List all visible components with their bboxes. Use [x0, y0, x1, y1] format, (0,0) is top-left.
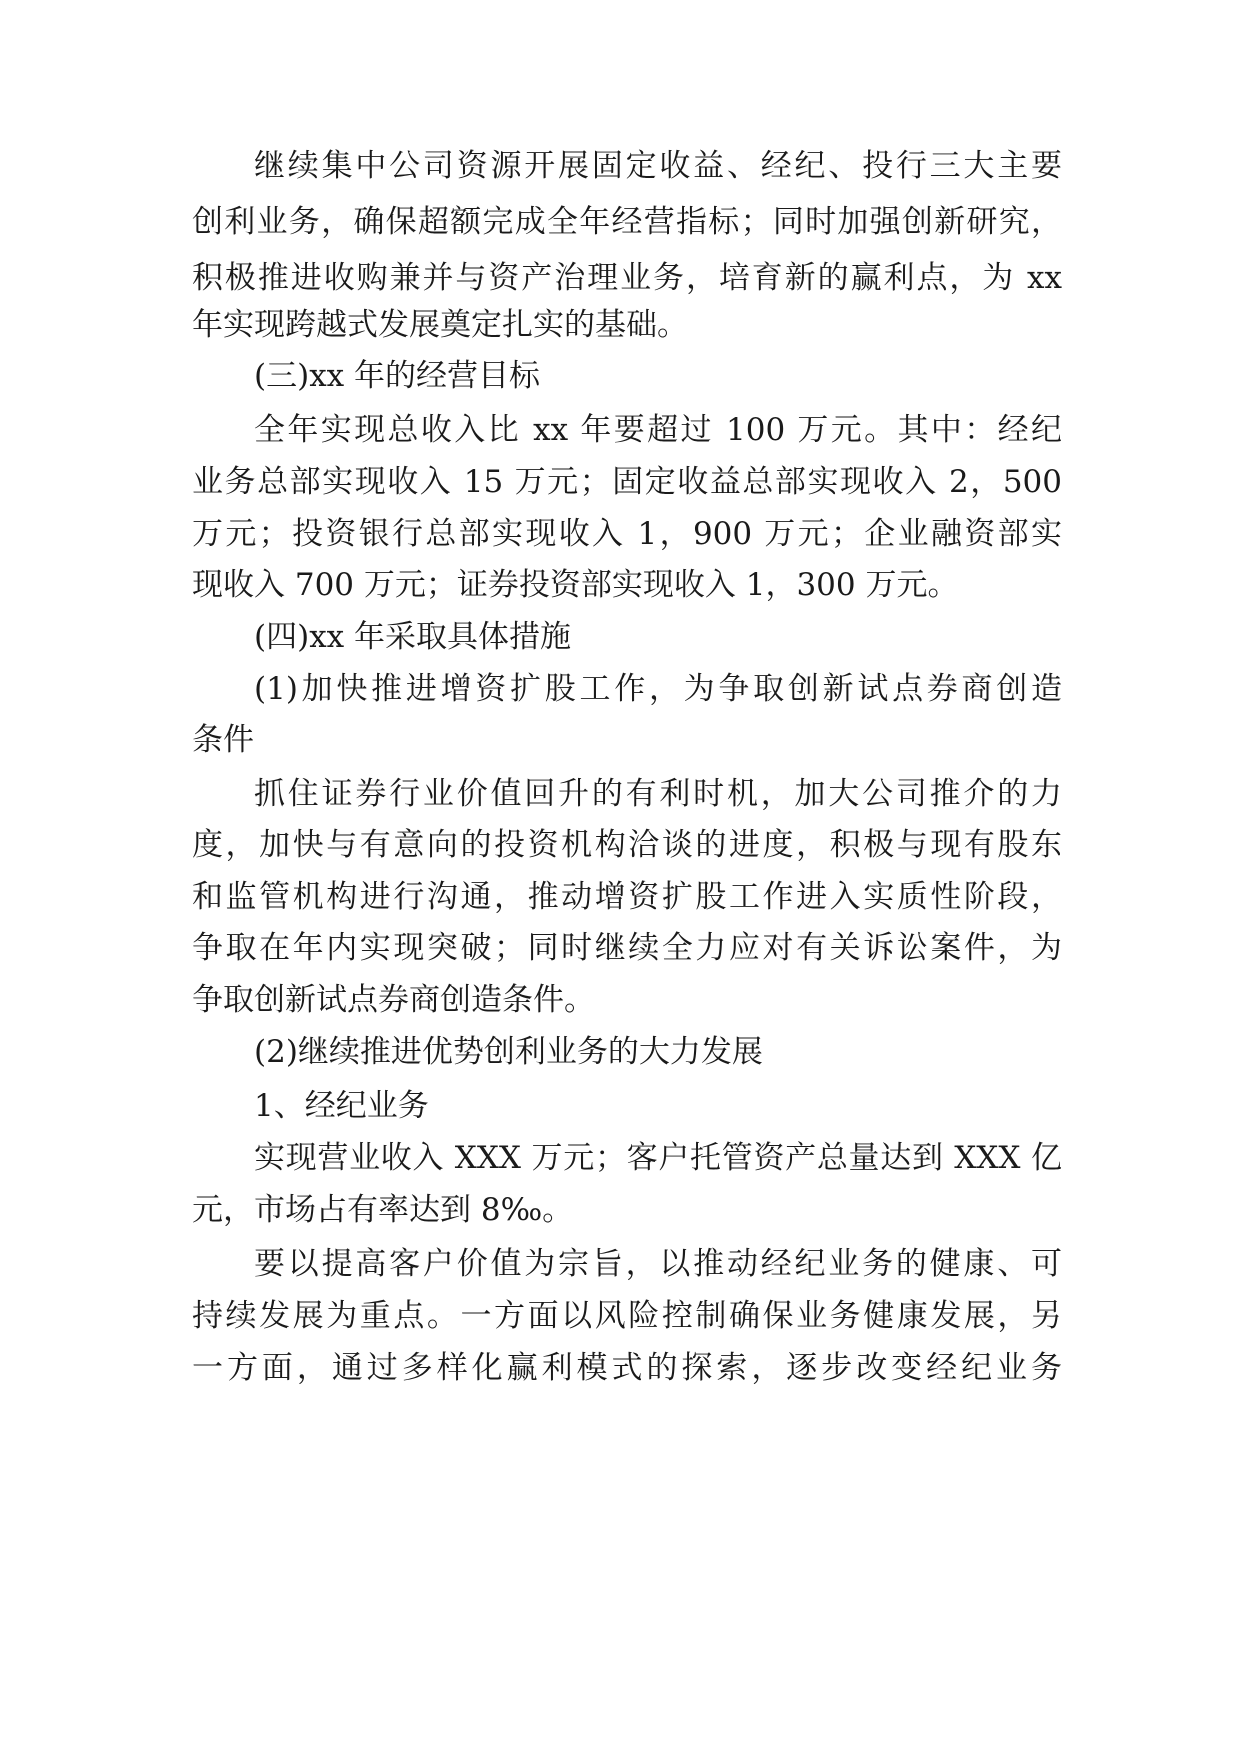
paragraph-line: 万元；投资银行总部实现收入 1，900 万元；企业融资部实	[192, 516, 1062, 552]
subsection-heading: 条件	[192, 722, 254, 758]
item-heading: 1、经纪业务	[254, 1088, 429, 1124]
paragraph-line: 实现营业收入 XXX 万元；客户托管资产总量达到 XXX 亿	[254, 1140, 1062, 1176]
paragraph-line: 业务总部实现收入 15 万元；固定收益总部实现收入 2，500	[192, 464, 1062, 500]
paragraph-line: 持续发展为重点。一方面以风险控制确保业务健康发展，另	[192, 1298, 1062, 1334]
paragraph-line: 年实现跨越式发展奠定扎实的基础。	[192, 307, 688, 343]
paragraph-line: 继续集中公司资源开展固定收益、经纪、投行三大主要	[254, 148, 1062, 184]
paragraph-line: 度，加快与有意向的投资机构洽谈的进度，积极与现有股东	[192, 827, 1062, 863]
paragraph-line: 创利业务，确保超额完成全年经营指标；同时加强创新研究，	[192, 204, 1062, 240]
paragraph-line: 积极推进收购兼并与资产治理业务，培育新的赢利点，为 xx	[192, 260, 1062, 296]
paragraph-line: 争取创新试点券商创造条件。	[192, 982, 595, 1018]
paragraph-line: 现收入 700 万元；证券投资部实现收入 1，300 万元。	[192, 567, 959, 603]
paragraph-line: 全年实现总收入比 xx 年要超过 100 万元。其中：经纪	[254, 412, 1062, 448]
paragraph-line: 和监管机构进行沟通，推动增资扩股工作进入实质性阶段，	[192, 879, 1062, 915]
subsection-heading: (2)继续推进优势创利业务的大力发展	[254, 1034, 763, 1070]
paragraph-line: 抓住证券行业价值回升的有利时机，加大公司推介的力	[254, 776, 1062, 812]
subsection-heading: (1)加快推进增资扩股工作，为争取创新试点券商创造	[254, 671, 1062, 707]
paragraph-line: 争取在年内实现突破；同时继续全力应对有关诉讼案件，为	[192, 930, 1062, 966]
paragraph-line: 一方面，通过多样化赢利模式的探索，逐步改变经纪业务	[192, 1350, 1062, 1386]
section-heading: (四)xx 年采取具体措施	[254, 619, 572, 655]
section-heading: (三)xx 年的经营目标	[254, 358, 541, 394]
paragraph-line: 元，市场占有率达到 8‰。	[192, 1192, 574, 1228]
paragraph-line: 要以提高客户价值为宗旨，以推动经纪业务的健康、可	[254, 1246, 1062, 1282]
